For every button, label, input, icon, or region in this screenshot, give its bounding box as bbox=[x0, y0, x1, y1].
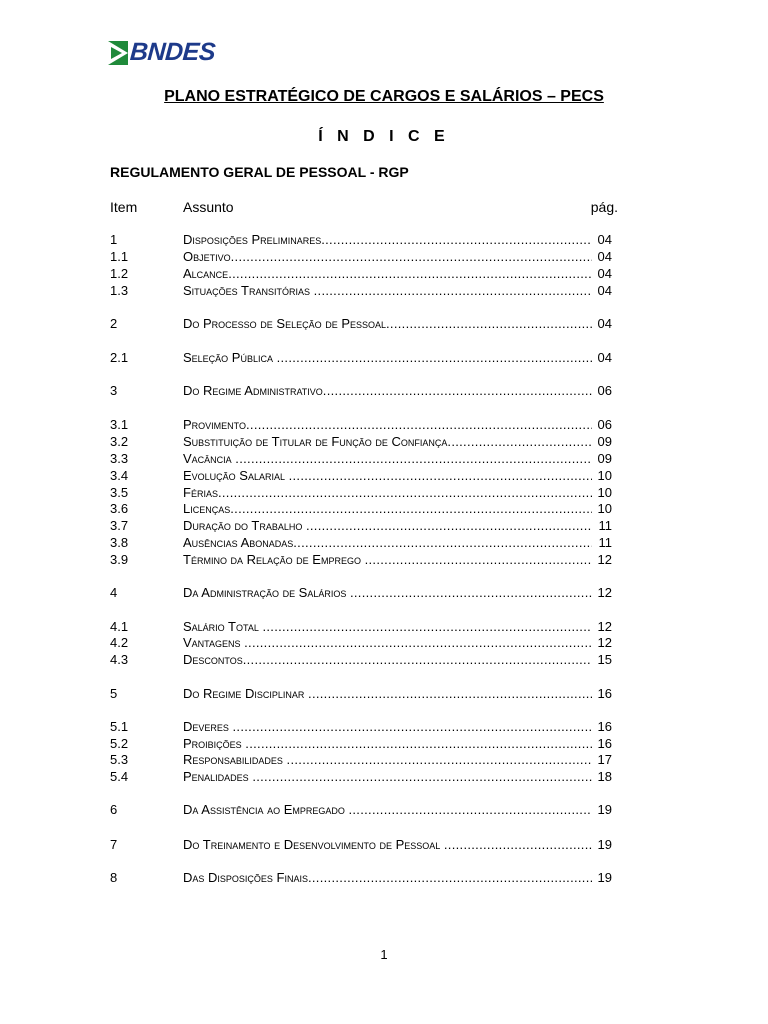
toc-item-title: Penalidades ..... bbox=[183, 768, 592, 785]
toc-item-title: Situações Transitórias ..... bbox=[183, 282, 592, 299]
toc-item-title: Evolução Salarial ..... bbox=[183, 467, 592, 484]
toc-item-page: 12 bbox=[597, 635, 612, 650]
toc-item-page: 16 bbox=[597, 736, 612, 751]
toc-item-number: 5.4 bbox=[110, 769, 129, 784]
toc-item-title: Deveres ..... bbox=[183, 718, 592, 735]
toc-entry[interactable] bbox=[110, 416, 612, 433]
toc-entry[interactable] bbox=[110, 349, 612, 366]
toc-item-page: 18 bbox=[597, 769, 612, 784]
toc-item-page: 10 bbox=[597, 501, 612, 516]
toc-item-number: 4 bbox=[110, 585, 118, 600]
toc-entry[interactable] bbox=[110, 500, 612, 517]
toc-item-title: Vacância ..... bbox=[183, 450, 592, 467]
toc-item-title: Duração do Trabalho ..... bbox=[183, 517, 592, 534]
toc-entry[interactable] bbox=[110, 450, 612, 467]
toc-item-number: 8 bbox=[110, 870, 118, 885]
toc-item-page: 06 bbox=[597, 417, 612, 432]
toc-item-number: 4.2 bbox=[110, 635, 129, 650]
toc-item-title: Término da Relação de Emprego ..... bbox=[183, 551, 592, 568]
toc-item-title: Alcance ..... bbox=[183, 265, 592, 282]
toc-item-number: 6 bbox=[110, 802, 118, 817]
toc-entry[interactable] bbox=[110, 801, 612, 818]
toc-item-title: Da Assistência ao Empregado ..... bbox=[183, 801, 592, 818]
toc-item-title: Do Treinamento e Desenvolvimento de Pessoal ..... bbox=[183, 836, 592, 853]
toc-item-page: 19 bbox=[597, 870, 612, 885]
toc-entry[interactable] bbox=[110, 484, 612, 501]
toc-item-page: 12 bbox=[597, 552, 612, 567]
header-page: pág. bbox=[590, 199, 618, 215]
toc-entry[interactable] bbox=[110, 315, 612, 332]
toc-item-title: Do Processo de Seleção de Pessoal ..... bbox=[183, 315, 592, 332]
toc-item-number: 3.9 bbox=[110, 552, 129, 567]
section-title: REGULAMENTO GERAL DE PESSOAL - RGP bbox=[110, 164, 409, 180]
toc-item-number: 1.1 bbox=[110, 249, 129, 264]
toc-entry[interactable] bbox=[110, 735, 612, 752]
toc-item-number: 3.5 bbox=[110, 485, 129, 500]
toc-item-page: 10 bbox=[597, 468, 612, 483]
toc-item-number: 3.8 bbox=[110, 535, 129, 550]
toc-item-page: 04 bbox=[597, 350, 612, 365]
toc-item-page: 04 bbox=[597, 283, 612, 298]
toc-item-number: 3 bbox=[110, 383, 118, 398]
toc-item-page: 19 bbox=[597, 802, 612, 817]
toc-entry[interactable] bbox=[110, 634, 612, 651]
toc-item-number: 3.6 bbox=[110, 501, 129, 516]
toc-item-number: 3.2 bbox=[110, 434, 129, 449]
toc-item-title: Seleção Pública ..... bbox=[183, 349, 592, 366]
toc-item-number: 3.4 bbox=[110, 468, 129, 483]
toc-item-title: Da Administração de Salários ..... bbox=[183, 584, 592, 601]
page-number: 1 bbox=[380, 947, 388, 962]
toc-entry[interactable] bbox=[110, 231, 612, 248]
toc-item-page: 04 bbox=[597, 232, 612, 247]
toc-item-number: 5.2 bbox=[110, 736, 129, 751]
toc-item-number: 4.1 bbox=[110, 619, 129, 634]
toc-item-title: Provimento ..... bbox=[183, 416, 592, 433]
toc-item-page: 09 bbox=[597, 434, 612, 449]
toc-item-title: Salário Total ..... bbox=[183, 618, 592, 635]
toc-item-title: Proibições ..... bbox=[183, 735, 592, 752]
toc-entry[interactable] bbox=[110, 467, 612, 484]
toc-item-title: Licenças ..... bbox=[183, 500, 592, 517]
toc-item-title: Vantagens ..... bbox=[183, 634, 592, 651]
toc-item-page: 12 bbox=[597, 619, 612, 634]
toc-item-page: 16 bbox=[597, 686, 612, 701]
toc-item-page: 04 bbox=[597, 266, 612, 281]
toc-item-number: 1.3 bbox=[110, 283, 129, 298]
toc-entry[interactable] bbox=[110, 869, 612, 886]
toc-item-title: Do Regime Administrativo ..... bbox=[183, 382, 592, 399]
toc-item-title: Do Regime Disciplinar ..... bbox=[183, 685, 592, 702]
toc-item-page: 04 bbox=[597, 316, 612, 331]
toc-entry[interactable] bbox=[110, 551, 612, 568]
toc-item-title: Responsabilidades ..... bbox=[183, 751, 592, 768]
toc-entry[interactable] bbox=[110, 534, 612, 551]
toc-item-number: 2.1 bbox=[110, 350, 129, 365]
toc-item-number: 7 bbox=[110, 837, 118, 852]
toc-item-number: 2 bbox=[110, 316, 118, 331]
toc-item-page: 10 bbox=[597, 485, 612, 500]
toc-item-title: Substituição de Titular de Função de Confiança ..... bbox=[183, 433, 592, 450]
toc-item-number: 3.7 bbox=[110, 518, 129, 533]
toc-entry[interactable] bbox=[110, 282, 612, 299]
toc-item-page: 11 bbox=[598, 518, 612, 533]
toc-entry[interactable] bbox=[110, 517, 612, 534]
toc-entry[interactable] bbox=[110, 685, 612, 702]
toc-item-title: Ausências Abonadas ..... bbox=[183, 534, 592, 551]
toc-item-page: 04 bbox=[597, 249, 612, 264]
toc-item-title: Férias ..... bbox=[183, 484, 592, 501]
toc-item-page: 12 bbox=[597, 585, 612, 600]
toc-item-page: 11 bbox=[598, 535, 612, 550]
toc-item-page: 19 bbox=[597, 837, 612, 852]
toc-item-number: 1.2 bbox=[110, 266, 129, 281]
toc-entry[interactable] bbox=[110, 382, 612, 399]
toc-entry[interactable] bbox=[110, 751, 612, 768]
toc-entry[interactable] bbox=[110, 584, 612, 601]
toc-entry[interactable] bbox=[110, 718, 612, 735]
toc-item-page: 15 bbox=[597, 652, 612, 667]
toc-item-page: 06 bbox=[597, 383, 612, 398]
toc-item-number: 5.1 bbox=[110, 719, 129, 734]
index-heading: Í N D I C E bbox=[318, 128, 450, 145]
toc-entry[interactable] bbox=[110, 618, 612, 635]
toc-item-page: 17 bbox=[597, 752, 612, 767]
toc-item-title: Das Disposições Finais ..... bbox=[183, 869, 592, 886]
toc-entry[interactable] bbox=[110, 433, 612, 450]
toc-item-page: 09 bbox=[597, 451, 612, 466]
toc-item-number: 4.3 bbox=[110, 652, 129, 667]
toc-entry[interactable] bbox=[110, 651, 612, 668]
header-item: Item bbox=[110, 199, 138, 215]
toc-entry[interactable] bbox=[110, 265, 612, 282]
bndes-logo-text: BNDES bbox=[129, 38, 217, 66]
toc-item-page: 16 bbox=[597, 719, 612, 734]
toc-item-number: 3.1 bbox=[110, 417, 129, 432]
toc-entry[interactable] bbox=[110, 768, 612, 785]
document-title: PLANO ESTRATÉGICO DE CARGOS E SALÁRIOS – PECS bbox=[164, 88, 604, 105]
toc-item-number: 5.3 bbox=[110, 752, 129, 767]
toc-item-title: Descontos ..... bbox=[183, 651, 592, 668]
toc-item-title: Objetivo ..... bbox=[183, 248, 592, 265]
toc-item-title: Disposições Preliminares ..... bbox=[183, 231, 592, 248]
toc-item-number: 1 bbox=[110, 232, 118, 247]
toc-item-number: 3.3 bbox=[110, 451, 129, 466]
header-subject: Assunto bbox=[183, 199, 234, 215]
toc-entry[interactable] bbox=[110, 248, 612, 265]
toc-item-number: 5 bbox=[110, 686, 118, 701]
toc-entry[interactable] bbox=[110, 836, 612, 853]
